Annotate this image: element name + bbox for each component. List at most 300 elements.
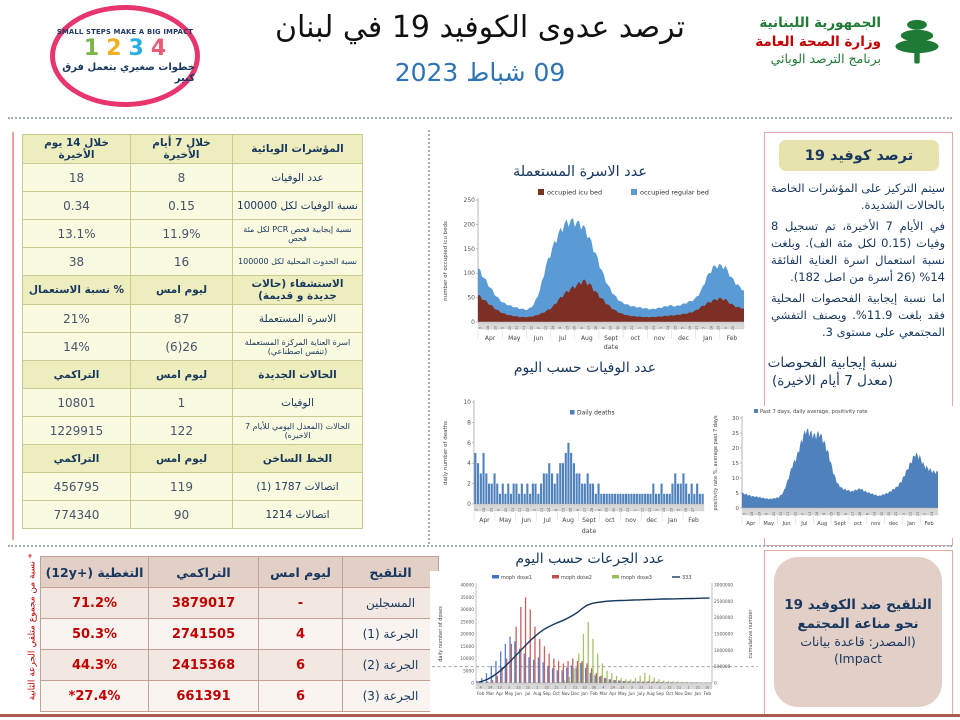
- surveillance-tag: ترصد كوفيد 19: [779, 140, 939, 171]
- daily-deaths-chart-title: عدد الوفيات حسب اليوم: [513, 360, 657, 376]
- svg-text:Sept: Sept: [604, 335, 618, 342]
- indicator-value-cell: 774340: [23, 501, 131, 529]
- svg-text:28: 28: [594, 325, 599, 331]
- svg-text:16: 16: [683, 507, 688, 513]
- indicator-value-cell: 21%: [23, 305, 131, 333]
- indicator-label-cell: الوفيات: [233, 389, 363, 417]
- svg-text:10: 10: [463, 399, 471, 406]
- svg-text:date: date: [581, 527, 597, 535]
- svg-text:9: 9: [496, 508, 501, 512]
- svg-text:26: 26: [572, 325, 577, 331]
- indicator-value-cell: 87: [131, 305, 233, 333]
- epidemiological-indicators-table: [22, 134, 362, 529]
- svg-text:Dec: Dec: [571, 691, 580, 696]
- svg-text:daily number of doses: daily number of doses: [438, 606, 444, 662]
- svg-text:25: 25: [669, 507, 674, 513]
- vaccination-value-cell: 2415368: [149, 650, 259, 681]
- vaccination-footnote: * نسبة من مجموع متلقي الجرعة الثانية: [27, 553, 38, 701]
- svg-text:Jun: Jun: [533, 335, 544, 342]
- svg-text:19: 19: [608, 325, 613, 331]
- badge-number-1: 1: [83, 36, 100, 61]
- svg-text:23: 23: [516, 685, 521, 690]
- svg-text:24: 24: [547, 507, 551, 513]
- svg-text:Nov: Nov: [674, 691, 684, 696]
- vaccination-row: [41, 681, 439, 712]
- vaccination-value-cell: التغطية (+12y): [41, 557, 149, 588]
- svg-text:17: 17: [851, 511, 855, 517]
- indicator-label-cell: نسبة الحدوث المحلية لكل 100000: [233, 248, 363, 276]
- indicator-value-cell: 11.9%: [131, 220, 233, 248]
- vaccination-row: [41, 619, 439, 650]
- svg-text:daily number of deaths: daily number of deaths: [443, 421, 449, 485]
- svg-text:Mar: Mar: [486, 691, 495, 696]
- svg-text:1: 1: [564, 685, 567, 690]
- svg-text:333: 333: [682, 574, 692, 581]
- svg-text:28: 28: [590, 507, 595, 513]
- vaccination-value-cell: 71.2%: [41, 588, 149, 619]
- indicator-label-cell: الخط الساخن: [233, 445, 363, 473]
- vaccination-value-cell: 6: [259, 681, 343, 712]
- svg-text:2: 2: [659, 685, 662, 690]
- svg-text:30: 30: [732, 416, 739, 422]
- svg-text:14: 14: [930, 511, 935, 517]
- ministry-line-republic: الجمهورية اللبنانية: [759, 15, 881, 32]
- indicator-value-cell: 90: [131, 501, 233, 529]
- svg-text:14: 14: [666, 325, 671, 331]
- vaccination-value-cell: 6: [259, 650, 343, 681]
- header-divider: [8, 117, 952, 119]
- svg-text:200: 200: [463, 221, 475, 229]
- svg-text:1000000: 1000000: [714, 648, 734, 654]
- svg-text:6: 6: [579, 326, 584, 330]
- svg-text:18: 18: [486, 325, 491, 331]
- svg-text:number of occupied icu beds: number of occupied icu beds: [443, 221, 449, 301]
- svg-text:1: 1: [687, 685, 690, 690]
- svg-text:30: 30: [615, 325, 620, 331]
- svg-text:Jan: Jan: [668, 517, 678, 524]
- svg-text:21: 21: [695, 685, 700, 690]
- svg-text:Apr: Apr: [495, 691, 504, 696]
- indicator-value-cell: ليوم امس: [131, 361, 233, 389]
- svg-text:6: 6: [575, 508, 580, 512]
- svg-text:10: 10: [887, 511, 891, 517]
- indicator-row: [23, 445, 363, 473]
- indicator-value-cell: 122: [131, 417, 233, 445]
- indicator-row: [23, 333, 363, 361]
- svg-text:2: 2: [536, 326, 541, 330]
- indicator-label-cell: الاستشفاء (حالات جديدة و قديمة): [233, 276, 363, 305]
- svg-text:1: 1: [637, 326, 642, 330]
- vaccination-box-source: (المصدر: قاعدة بيانات Impact): [800, 634, 916, 666]
- svg-text:2000000: 2000000: [714, 616, 734, 622]
- svg-text:Feb: Feb: [688, 517, 699, 524]
- svg-text:20: 20: [732, 446, 739, 452]
- svg-text:15: 15: [565, 325, 570, 331]
- svg-text:6: 6: [467, 439, 471, 447]
- svg-text:15: 15: [561, 507, 566, 513]
- svg-text:10: 10: [705, 685, 710, 690]
- indicator-value-cell: 10801: [23, 389, 131, 417]
- indicator-value-cell: 26(6): [131, 333, 233, 361]
- indicator-value-cell: 1229915: [23, 417, 131, 445]
- svg-text:23: 23: [915, 511, 920, 517]
- svg-text:7: 7: [702, 326, 707, 330]
- svg-text:Jan: Jan: [581, 691, 588, 696]
- vaccination-value-cell: 44.3%: [41, 650, 149, 681]
- svg-text:24: 24: [610, 685, 615, 690]
- badge-slogan-en: SMALL STEPS MAKE A BIG IMPACT: [56, 28, 194, 36]
- svg-text:dec: dec: [888, 521, 899, 527]
- vaccination-label-cell: الجرعة (1): [343, 619, 439, 650]
- svg-text:23: 23: [647, 507, 652, 513]
- svg-text:29: 29: [757, 511, 762, 517]
- svg-text:100: 100: [463, 270, 475, 278]
- svg-text:2500000: 2500000: [714, 599, 734, 605]
- svg-text:9: 9: [723, 326, 728, 330]
- svg-text:24: 24: [815, 511, 819, 517]
- svg-text:Jan: Jan: [907, 521, 916, 527]
- svg-text:21: 21: [894, 511, 899, 517]
- svg-text:11: 11: [518, 507, 523, 513]
- svg-text:oct: oct: [630, 335, 640, 342]
- svg-text:4: 4: [822, 512, 827, 516]
- indicator-label-cell: نسبة إيجابية فحص PCR لكل مئة فحص: [233, 220, 363, 248]
- svg-text:18: 18: [750, 511, 755, 517]
- svg-text:nov: nov: [870, 521, 881, 527]
- svg-text:18: 18: [482, 507, 487, 513]
- svg-text:Feb: Feb: [477, 691, 485, 696]
- surveillance-paragraph: في الأيام 7 الأخيرة، تم تسجيل 8 وفيات (0.15 لكل مئة الف). وبلغت نسبة استعمال اسرة العناية الفائقة 14% (26 أسرة من اصل 182).: [771, 218, 945, 285]
- svg-text:8: 8: [865, 512, 870, 516]
- svg-text:13: 13: [620, 685, 625, 690]
- indicator-value-cell: 8: [131, 164, 233, 192]
- svg-text:4: 4: [558, 326, 563, 330]
- svg-text:16: 16: [687, 325, 692, 331]
- indicator-row: [23, 305, 363, 333]
- indicator-row: [23, 276, 363, 305]
- svg-text:3: 3: [630, 685, 633, 690]
- svg-text:Aug: Aug: [646, 691, 655, 696]
- svg-text:oct: oct: [605, 517, 615, 524]
- indicator-row: [23, 248, 363, 276]
- svg-text:18: 18: [709, 325, 714, 331]
- small-steps-badge: [50, 5, 200, 107]
- surveillance-paragraph: اما نسبة إيجابية الفحصوات المحلية فقد بلغت 11.9%. ويصنف التفشي المجتمعي على مستوى 3.: [771, 290, 946, 339]
- svg-text:15: 15: [829, 511, 834, 517]
- page-title: ترصد عدوى الكوفيد 19 في لبنان: [274, 10, 686, 45]
- svg-text:5: 5: [676, 508, 681, 512]
- svg-text:Aug: Aug: [817, 521, 828, 527]
- svg-text:Jul: Jul: [801, 521, 808, 527]
- vertical-divider: [428, 130, 430, 544]
- svg-text:7: 7: [743, 512, 747, 516]
- svg-text:3: 3: [655, 508, 659, 512]
- svg-text:Jun: Jun: [515, 691, 522, 696]
- vaccination-value-cell: 2741505: [149, 619, 259, 650]
- indicator-label-cell: عدد الوفيات: [233, 164, 363, 192]
- svg-text:9: 9: [500, 326, 505, 330]
- svg-text:25000: 25000: [460, 620, 474, 626]
- svg-text:Apr: Apr: [746, 521, 756, 527]
- badge-number-3: 3: [128, 36, 144, 61]
- svg-text:occupied icu bed: occupied icu bed: [547, 188, 603, 197]
- svg-text:Jan: Jan: [703, 335, 713, 342]
- svg-text:Jan: Jan: [694, 691, 702, 696]
- svg-text:11: 11: [554, 685, 559, 690]
- indicator-value-cell: ليوم امس: [131, 445, 233, 473]
- svg-text:0: 0: [471, 681, 474, 687]
- svg-text:27: 27: [691, 507, 695, 513]
- svg-text:30: 30: [611, 507, 616, 513]
- svg-text:19: 19: [604, 507, 609, 513]
- svg-text:July: July: [637, 691, 645, 696]
- indicator-row: [23, 220, 363, 248]
- indicator-value-cell: ليوم امس: [131, 276, 233, 305]
- svg-text:29: 29: [489, 507, 494, 513]
- svg-text:13: 13: [543, 325, 548, 331]
- svg-text:Apr: Apr: [609, 691, 617, 696]
- indicator-row: [23, 501, 363, 529]
- svg-text:date: date: [603, 343, 619, 351]
- svg-text:occupied regular bed: occupied regular bed: [640, 188, 709, 197]
- svg-text:1500000: 1500000: [714, 632, 734, 638]
- svg-text:2: 2: [536, 685, 539, 690]
- badge-number-4: 4: [150, 36, 167, 61]
- svg-text:0: 0: [467, 501, 471, 508]
- vaccination-label-cell: التلقيح: [343, 557, 439, 588]
- svg-text:35000: 35000: [460, 595, 474, 601]
- svg-text:20: 20: [503, 507, 508, 513]
- svg-text:30: 30: [879, 511, 884, 517]
- svg-text:24: 24: [488, 685, 493, 690]
- ministry-line-moph: وزارة الصحة العامة: [755, 33, 881, 50]
- svg-text:31: 31: [779, 511, 783, 517]
- vaccination-value-cell: التراكمي: [149, 557, 259, 588]
- svg-text:Dec: Dec: [684, 691, 693, 696]
- svg-text:10: 10: [623, 325, 627, 331]
- svg-text:7: 7: [475, 508, 479, 512]
- svg-text:Oct: Oct: [665, 691, 674, 696]
- svg-text:29: 29: [716, 325, 721, 331]
- svg-text:1: 1: [633, 508, 638, 512]
- left-accent-line: [12, 132, 14, 540]
- svg-text:8: 8: [467, 419, 471, 427]
- svg-text:31: 31: [511, 507, 515, 513]
- svg-text:26: 26: [568, 507, 573, 513]
- svg-text:2: 2: [800, 512, 805, 516]
- indicator-value-cell: 38: [23, 248, 131, 276]
- svg-text:Aug: Aug: [562, 517, 574, 524]
- svg-text:11: 11: [786, 511, 791, 517]
- svg-text:Jul: Jul: [559, 335, 567, 342]
- positivity-chart-title: [710, 354, 955, 390]
- vaccination-row: [41, 557, 439, 588]
- svg-text:23: 23: [651, 325, 656, 331]
- svg-text:20: 20: [731, 325, 735, 331]
- svg-text:10000: 10000: [460, 657, 474, 662]
- vaccination-value-cell: 661391: [149, 681, 259, 712]
- svg-text:11: 11: [676, 685, 682, 690]
- svg-text:4: 4: [602, 685, 605, 690]
- svg-text:Apr: Apr: [484, 335, 496, 342]
- indicator-label-cell: الاسرة المستعملة: [233, 305, 363, 333]
- indicator-label-cell: اتصالات 1214: [233, 501, 363, 529]
- indicator-value-cell: 0.34: [23, 192, 131, 220]
- svg-text:6: 6: [843, 512, 848, 516]
- svg-text:Daily deaths: Daily deaths: [577, 409, 615, 417]
- occupied-beds-chart-title: عدد الاسرة المستعملة: [512, 164, 648, 180]
- svg-text:May: May: [499, 517, 512, 524]
- svg-text:Feb: Feb: [726, 335, 738, 342]
- indicator-value-cell: 1: [131, 389, 233, 417]
- svg-text:5: 5: [735, 491, 739, 497]
- badge-number-2: 2: [106, 36, 122, 61]
- indicator-row: [23, 192, 363, 220]
- indicator-value-cell: التراكمي: [23, 445, 131, 473]
- svg-text:7: 7: [479, 326, 483, 330]
- svg-text:May: May: [504, 691, 514, 696]
- svg-text:Oct: Oct: [552, 691, 560, 696]
- indicator-value-cell: 456795: [23, 473, 131, 501]
- svg-text:3: 3: [507, 685, 511, 690]
- section-divider: [8, 545, 952, 547]
- svg-text:Sept: Sept: [834, 521, 846, 527]
- vaccination-value-cell: 3879017: [149, 588, 259, 619]
- svg-text:10: 10: [732, 476, 739, 482]
- cedar-icon: [890, 14, 944, 68]
- svg-text:17: 17: [583, 507, 587, 513]
- svg-text:15000: 15000: [460, 644, 474, 650]
- indicator-value-cell: 0.15: [131, 192, 233, 220]
- indicator-value-cell: 18: [23, 164, 131, 192]
- svg-text:25: 25: [732, 431, 739, 437]
- svg-text:Apr: Apr: [479, 517, 490, 524]
- svg-text:Sep: Sep: [656, 691, 665, 696]
- svg-text:Jul: Jul: [543, 517, 551, 524]
- svg-text:27: 27: [695, 325, 699, 331]
- svg-text:22: 22: [793, 511, 798, 517]
- indicator-label-cell: الحالات (المعدل اليومي للأيام 7 الاخيره): [233, 417, 363, 445]
- indicator-row: [23, 361, 363, 389]
- svg-text:12: 12: [648, 685, 653, 690]
- svg-text:28: 28: [858, 511, 863, 517]
- svg-text:29: 29: [493, 325, 498, 331]
- vaccination-value-cell: 4: [259, 619, 343, 650]
- indicator-row: [23, 164, 363, 192]
- occupied-beds-chart: [438, 186, 753, 352]
- svg-text:Feb: Feb: [924, 521, 934, 527]
- indicator-label-cell: نسبة الوفيات لكل 100000: [233, 192, 363, 220]
- indicator-value-cell: خلال 14 يوم الأخيرة: [23, 135, 131, 164]
- svg-text:dec: dec: [678, 335, 689, 342]
- svg-text:May: May: [617, 691, 627, 696]
- svg-text:0: 0: [471, 319, 475, 326]
- svg-text:11: 11: [522, 325, 527, 331]
- positivity-chart-title-line1: نسبة إيجابية الفحوصات: [767, 355, 898, 371]
- vaccination-label-cell: الجرعة (3): [343, 681, 439, 712]
- svg-text:150: 150: [463, 245, 475, 253]
- svg-text:21: 21: [626, 507, 631, 513]
- indicator-label-cell: اتصالات 1787 (1): [233, 473, 363, 501]
- vaccination-value-cell: 27.4%*: [41, 681, 149, 712]
- svg-text:0: 0: [714, 681, 717, 687]
- svg-text:40000: 40000: [460, 583, 474, 589]
- vaccination-label-cell: الجرعة (2): [343, 650, 439, 681]
- svg-text:21: 21: [630, 325, 635, 331]
- svg-text:2: 2: [467, 480, 471, 488]
- svg-text:Aug: Aug: [580, 335, 593, 342]
- svg-text:8: 8: [597, 508, 602, 512]
- svg-text:30: 30: [591, 685, 597, 690]
- vaccination-box: [774, 557, 942, 707]
- svg-text:12: 12: [644, 325, 649, 331]
- svg-text:15: 15: [732, 461, 739, 467]
- indicator-value-cell: % نسبة الاستعمال: [23, 276, 131, 305]
- svg-text:3000000: 3000000: [714, 583, 734, 589]
- svg-text:13: 13: [539, 507, 544, 513]
- svg-text:oct: oct: [853, 521, 862, 527]
- svg-text:26: 26: [836, 511, 841, 517]
- svg-text:5: 5: [680, 326, 685, 330]
- svg-text:moph dose3: moph dose3: [621, 574, 652, 581]
- daily-doses-chart: [430, 571, 760, 713]
- svg-text:Nov: Nov: [561, 691, 570, 696]
- vaccination-row: [41, 588, 439, 619]
- svg-text:4: 4: [479, 685, 482, 690]
- daily-doses-chart-title: عدد الجرعات حسب اليوم: [515, 551, 665, 567]
- svg-text:20: 20: [507, 325, 512, 331]
- positivity-chart-title-line2: (معدل 7 أيام الاخيرة): [771, 373, 894, 390]
- svg-text:24: 24: [551, 325, 555, 331]
- indicator-value-cell: 14%: [23, 333, 131, 361]
- svg-text:13: 13: [807, 511, 812, 517]
- vaccination-row: [41, 650, 439, 681]
- svg-text:20: 20: [771, 511, 776, 517]
- svg-text:20000: 20000: [460, 632, 474, 638]
- vaccination-box-title: التلقيح ضد الكوفيد 19 نحو مناعة المجتمع: [784, 597, 932, 633]
- svg-text:10: 10: [619, 507, 623, 513]
- indicator-row: [23, 473, 363, 501]
- svg-text:12: 12: [908, 511, 913, 517]
- indicator-label-cell: اسرة العناية المركزة المستعملة (تنفس اصطناعي): [233, 333, 363, 361]
- svg-text:25: 25: [673, 325, 678, 331]
- indicator-value-cell: 16: [131, 248, 233, 276]
- svg-text:3: 3: [659, 326, 663, 330]
- indicator-value-cell: 119: [131, 473, 233, 501]
- indicator-row: [23, 135, 363, 164]
- svg-text:cumulative number: cumulative number: [748, 609, 754, 659]
- badge-numbers: [84, 38, 166, 60]
- page-bottom-rule: [0, 714, 960, 717]
- svg-text:17: 17: [587, 325, 591, 331]
- svg-text:Jun: Jun: [782, 521, 791, 527]
- svg-text:May: May: [508, 335, 521, 342]
- svg-text:Jul: Jul: [525, 691, 531, 696]
- badge-slogan-ar: خطوات صغيري بتعمل فرق كبير: [62, 62, 195, 84]
- svg-text:5000: 5000: [463, 669, 474, 675]
- svg-text:4: 4: [554, 508, 559, 512]
- svg-text:May: May: [763, 521, 775, 527]
- svg-text:500000: 500000: [714, 665, 731, 671]
- svg-text:12: 12: [525, 685, 531, 690]
- svg-text:Sept: Sept: [582, 517, 596, 524]
- svg-text:23: 23: [639, 685, 644, 690]
- svg-text:31: 31: [515, 325, 519, 331]
- vaccination-table: [40, 556, 438, 712]
- indicator-value-cell: التراكمي: [23, 361, 131, 389]
- svg-text:3: 3: [923, 512, 927, 516]
- svg-text:250: 250: [463, 197, 475, 204]
